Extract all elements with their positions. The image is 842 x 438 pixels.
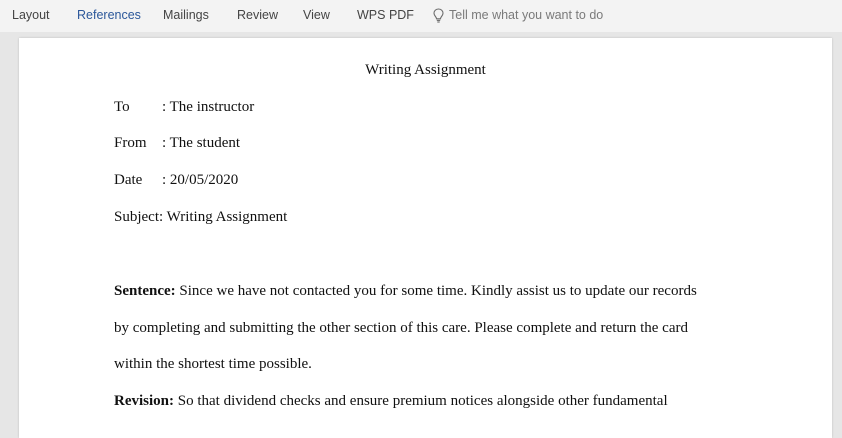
- memo-to-line: [114, 98, 254, 116]
- tab-mailings[interactable]: Mailings: [163, 8, 209, 22]
- document-page[interactable]: [19, 38, 832, 438]
- memo-subject-label: Subject:: [114, 209, 164, 225]
- sentence-paragraph-line-1: [114, 282, 697, 300]
- memo-subject-value: Writing Assignment: [163, 209, 288, 225]
- document-workspace: [0, 32, 842, 425]
- memo-date-label: Date: [114, 172, 143, 188]
- sentence-paragraph-line-3: within the shortest time possible.: [114, 356, 312, 372]
- lightbulb-icon: [433, 8, 444, 23]
- tab-view[interactable]: View: [303, 8, 330, 22]
- memo-from-label: From: [114, 135, 147, 151]
- memo-to-label: To: [114, 99, 130, 115]
- tab-wps-pdf[interactable]: WPS PDF: [357, 8, 414, 22]
- tell-me-search[interactable]: [433, 7, 603, 23]
- memo-from-line: [114, 134, 240, 152]
- memo-date-value: : 20/05/2020: [162, 172, 239, 188]
- tab-layout[interactable]: Layout: [12, 8, 50, 22]
- memo-subject-line: [114, 208, 287, 226]
- tell-me-placeholder: Tell me what you want to do: [449, 8, 604, 22]
- memo-date-line: [114, 171, 238, 189]
- ribbon-tab-bar: [0, 0, 842, 32]
- sentence-text-1: Since we have not contacted you for some time. Kindly assist us to update our records: [175, 283, 697, 299]
- memo-to-value: : The instructor: [162, 99, 255, 115]
- sentence-label: Sentence:: [114, 283, 176, 299]
- sentence-paragraph-line-2: by completing and submitting the other section of this care. Please complete and return the card: [114, 320, 688, 336]
- revision-paragraph-line-1: [114, 392, 668, 410]
- tab-references[interactable]: References: [77, 8, 141, 22]
- memo-from-value: : The student: [162, 135, 241, 151]
- revision-label: Revision:: [114, 393, 174, 409]
- tab-review[interactable]: Review: [237, 8, 278, 22]
- revision-text-1: So that dividend checks and ensure premium notices alongside other fundamental: [174, 393, 668, 409]
- document-title: Writing Assignment: [365, 62, 486, 78]
